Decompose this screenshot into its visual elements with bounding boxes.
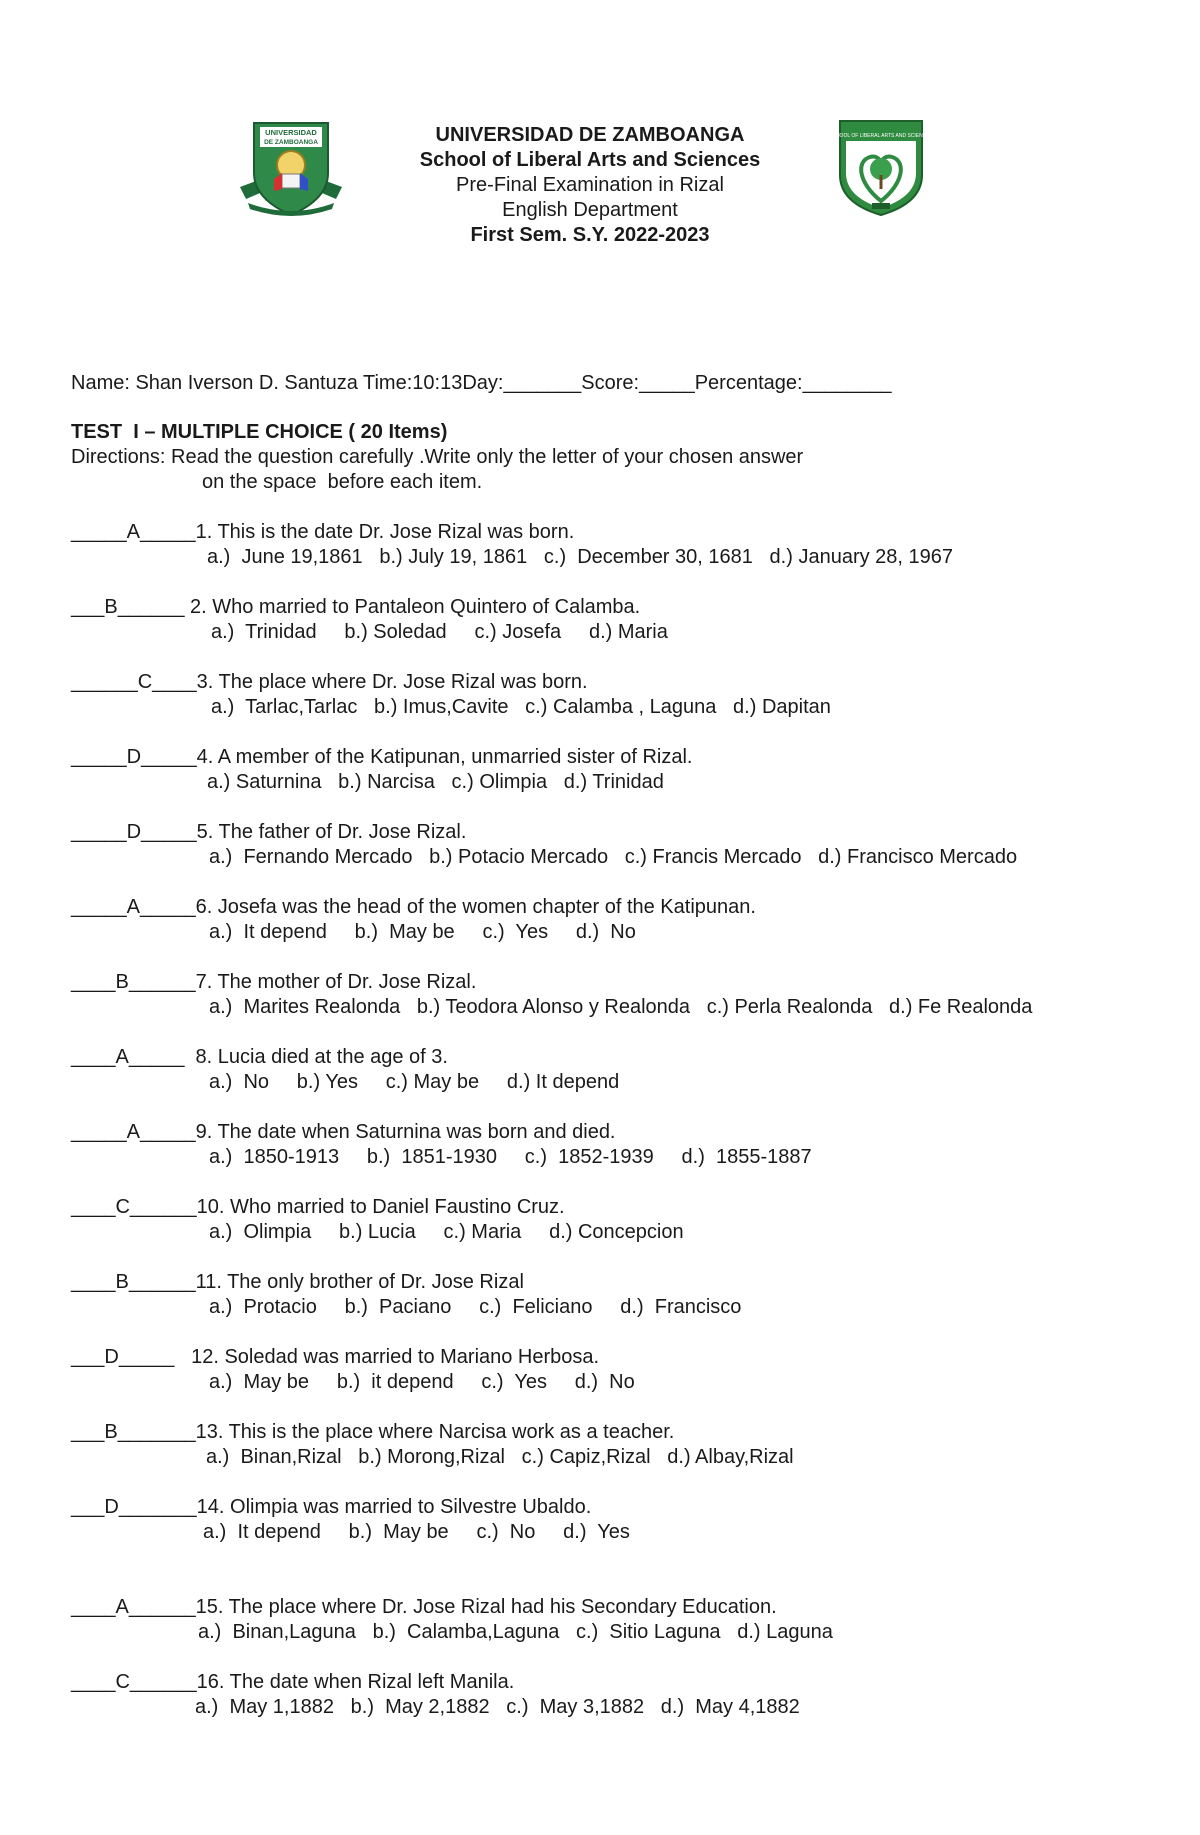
directions-line-2: on the space before each item. [202,471,483,493]
header-text [350,123,830,248]
question-10: ____C______10. Who married to Daniel Faustino Cruz. [71,1196,565,1218]
question-9: _____A_____9. The date when Saturnina was born and died. [71,1121,616,1143]
question-5: _____D_____5. The father of Dr. Jose Rizal. [71,821,467,843]
question-15: ____A______15. The place where Dr. Jose Rizal had his Secondary Education. [71,1596,777,1618]
school-shield-logo [828,117,934,217]
question-6: _____A_____6. Josefa was the head of the women chapter of the Katipunan. [71,896,756,918]
question-5-options: a.) Fernando Mercado b.) Potacio Mercado c.) Francis Mercado d.) Francisco Mercado [209,846,1018,868]
question-10-options: a.) Olimpia b.) Lucia c.) Maria d.) Concepcion [209,1221,684,1243]
question-2-options: a.) Trinidad b.) Soledad c.) Josefa d.) Maria [211,621,668,643]
test-title: TEST I – MULTIPLE CHOICE ( 20 Items) [71,421,448,443]
question-12-options: a.) May be b.) it depend c.) Yes d.) No [209,1371,635,1393]
department-name: English Department [502,199,678,221]
question-11-options: a.) Protacio b.) Paciano c.) Feliciano d.) Francisco [209,1296,742,1318]
question-3: ______C____3. The place where Dr. Jose Rizal was born. [71,671,588,693]
university-seal-logo [238,119,344,219]
question-8: ____A_____ 8. Lucia died at the age of 3. [71,1046,448,1068]
question-9-options: a.) 1850-1913 b.) 1851-1930 c.) 1852-1939 d.) 1855-1887 [209,1146,812,1168]
question-11: ____B______11. The only brother of Dr. Jose Rizal [71,1271,524,1293]
svg-text:DE ZAMBOANGA: DE ZAMBOANGA [264,139,318,146]
question-14-options: a.) It depend b.) May be c.) No d.) Yes [203,1521,630,1543]
semester-label: First Sem. S.Y. 2022-2023 [470,224,710,246]
question-4-options: a.) Saturnina b.) Narcisa c.) Olimpia d.) Trinidad [207,771,664,793]
question-16-options: a.) May 1,1882 b.) May 2,1882 c.) May 3,1882 d.) May 4,1882 [195,1696,800,1718]
svg-text:SCHOOL OF LIBERAL ARTS AND SCI: SCHOOL OF LIBERAL ARTS AND SCIENCES [828,133,934,139]
svg-text:UNIVERSIDAD: UNIVERSIDAD [265,128,317,137]
question-16: ____C______16. The date when Rizal left Manila. [71,1671,515,1693]
question-8-options: a.) No b.) Yes c.) May be d.) It depend [209,1071,620,1093]
exam-name: Pre-Final Examination in Rizal [456,174,724,196]
question-12: ___D_____ 12. Soledad was married to Mariano Herbosa. [71,1346,600,1368]
question-2: ___B______ 2. Who married to Pantaleon Quintero of Calamba. [71,596,641,618]
question-7-options: a.) Marites Realonda b.) Teodora Alonso y Realonda c.) Perla Realonda d.) Fe Realonda [209,996,1033,1018]
question-13-options: a.) Binan,Rizal b.) Morong,Rizal c.) Capiz,Rizal d.) Albay,Rizal [206,1446,794,1468]
school-name: School of Liberal Arts and Sciences [419,149,761,171]
directions-line-1: Directions: Read the question carefully .Write only the letter of your chosen answer [71,446,804,468]
question-15-options: a.) Binan,Laguna b.) Calamba,Laguna c.) Sitio Laguna d.) Laguna [198,1621,833,1643]
student-info-line: Name: Shan Iverson D. Santuza Time:10:13Day:_______Score:_____Percentage:________ [71,372,892,394]
question-13: ___B_______13. This is the place where Narcisa work as a teacher. [71,1421,675,1443]
question-4: _____D_____4. A member of the Katipunan, unmarried sister of Rizal. [71,746,693,768]
question-3-options: a.) Tarlac,Tarlac b.) Imus,Cavite c.) Calamba , Laguna d.) Dapitan [211,696,831,718]
university-name: UNIVERSIDAD DE ZAMBOANGA [435,124,745,146]
question-1-options: a.) June 19,1861 b.) July 19, 1861 c.) December 30, 1681 d.) January 28, 1967 [207,546,954,568]
question-7: ____B______7. The mother of Dr. Jose Rizal. [71,971,477,993]
question-14: ___D_______14. Olimpia was married to Silvestre Ubaldo. [71,1496,592,1518]
question-1: _____A_____1. This is the date Dr. Jose Rizal was born. [71,521,575,543]
question-6-options: a.) It depend b.) May be c.) Yes d.) No [209,921,636,943]
